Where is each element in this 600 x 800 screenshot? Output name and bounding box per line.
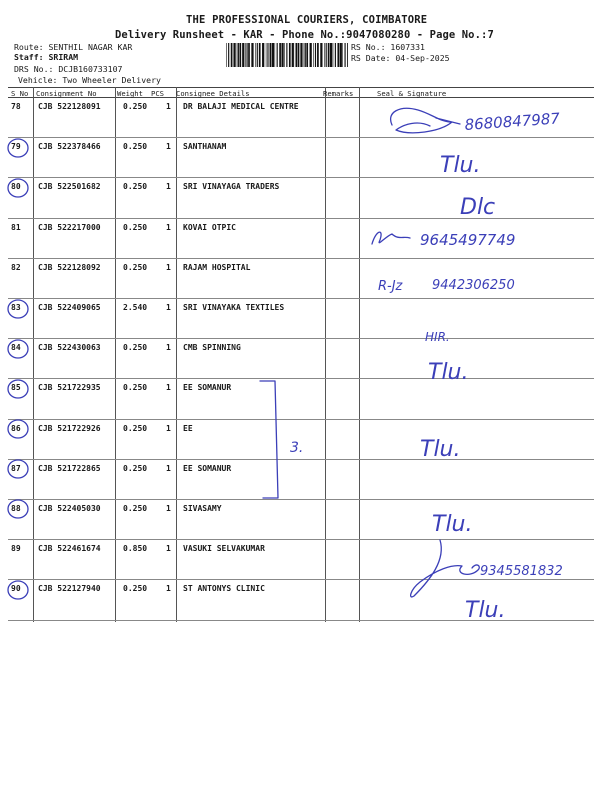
row-consignee: KOVAI OTPIC — [183, 222, 236, 232]
col-header-seal: Seal & Signature — [377, 89, 447, 98]
col-divider — [325, 87, 326, 622]
rs-number: RS No.: 1607331 — [351, 42, 425, 52]
barcode-bar — [335, 43, 336, 67]
row-consignee: SRI VINAYAGA TRADERS — [183, 182, 280, 192]
row-consignment-no: CJB 522127940 — [38, 584, 101, 594]
row-weight: 0.250 — [123, 463, 148, 473]
row-sno: 79 — [11, 142, 21, 152]
row-weight: 0.250 — [123, 584, 148, 594]
row-weight: 0.250 — [123, 102, 148, 111]
barcode-bar — [298, 43, 300, 67]
row-consignee: ST ANTONYS CLINIC — [183, 584, 265, 594]
barcode-image — [226, 43, 348, 67]
row-consignment-no: CJB 522217000 — [38, 222, 101, 232]
row-weight: 0.250 — [123, 343, 148, 353]
col-divider — [33, 87, 34, 622]
row-sno: 81 — [11, 222, 21, 232]
row-divider — [8, 499, 594, 500]
row-consignment-no: CJB 522378466 — [38, 142, 101, 152]
handwritten-mark: HIR. — [425, 330, 450, 344]
row-pcs: 1 — [166, 262, 171, 272]
barcode-bar — [295, 43, 296, 67]
col-header-consignee: Consignee Details — [176, 89, 250, 98]
barcode-bar — [248, 43, 250, 67]
row-divider — [8, 298, 594, 299]
row-pcs: 1 — [166, 182, 171, 192]
table-top-rule — [8, 87, 594, 88]
row-divider — [8, 378, 594, 379]
row-consignment-no: CJB 522409065 — [38, 303, 101, 312]
col-header-consignment: Consignment No — [36, 89, 97, 98]
row-divider — [8, 620, 594, 621]
barcode-bar — [242, 43, 244, 67]
handwritten-mark: Tlu. — [428, 360, 469, 385]
row-sno: 83 — [11, 303, 21, 312]
barcode-bar — [245, 43, 246, 67]
handwritten-mark: Tlu. — [440, 153, 481, 178]
row-pcs: 1 — [166, 383, 171, 393]
barcode-bar — [247, 43, 248, 67]
col-header-remarks: Remarks — [323, 89, 354, 98]
row-weight: 0.250 — [123, 504, 148, 513]
barcode-bar — [228, 43, 229, 67]
barcode-bar — [300, 43, 302, 67]
barcode-bar — [284, 43, 285, 67]
signature-scribble — [411, 540, 480, 597]
barcode-bar — [237, 43, 238, 67]
barcode-bar — [257, 43, 258, 67]
col-divider — [359, 87, 360, 622]
barcode-bar — [326, 43, 327, 67]
row-pcs: 1 — [166, 343, 171, 353]
row-consignee: DR BALAJI MEDICAL CENTRE — [183, 102, 299, 111]
handwritten-phone: 9345581832 — [480, 564, 563, 579]
barcode-bar — [330, 43, 332, 67]
barcode-bar — [277, 43, 278, 67]
row-consignee: CMB SPINNING — [183, 343, 241, 353]
drs-number: DRS No.: DCJB160733107 — [14, 64, 123, 74]
row-consignee: EE SOMANUR — [183, 463, 232, 473]
row-consignee: EE — [183, 423, 193, 433]
handwritten-mark: Dlc — [460, 195, 496, 220]
row-divider — [8, 218, 594, 219]
barcode-bar — [279, 43, 281, 67]
row-sno: 82 — [11, 262, 21, 272]
row-divider — [8, 459, 594, 460]
barcode-bar — [337, 43, 339, 67]
signature-scribble — [391, 108, 460, 132]
row-consignment-no: CJB 522501682 — [38, 182, 101, 192]
row-consignee: EE SOMANUR — [183, 383, 232, 393]
col-header-sno: S No — [11, 89, 29, 98]
row-divider — [8, 579, 594, 580]
runsheet-subtitle: Delivery Runsheet - KAR - Phone No.:9047080280 - Page No.:7 — [115, 29, 494, 41]
row-consignment-no: CJB 522461674 — [38, 544, 101, 554]
barcode-bar — [251, 43, 253, 67]
row-consignment-no: CJB 522128091 — [38, 102, 101, 111]
row-pcs: 1 — [166, 102, 171, 111]
rs-date: RS Date: 04-Sep-2025 — [351, 53, 450, 63]
handwritten-signature: R-Jz — [378, 279, 403, 294]
col-divider — [176, 87, 177, 622]
row-weight: 0.250 — [123, 142, 148, 152]
col-divider — [115, 87, 116, 622]
barcode-bar — [272, 43, 274, 67]
row-sno: 80 — [11, 182, 21, 192]
col-header-pcs: PCS — [151, 89, 164, 98]
vehicle-label: Vehicle: Two Wheeler Delivery — [18, 75, 161, 85]
barcode-bar — [313, 43, 314, 67]
bracket-mark — [260, 381, 278, 498]
barcode-bar — [304, 43, 305, 67]
barcode-bar — [275, 43, 276, 67]
barcode-bar — [342, 43, 343, 67]
barcode-bar — [286, 43, 287, 67]
row-consignee: SIVASAMY — [183, 504, 222, 513]
handwritten-mark: Tlu. — [465, 598, 506, 623]
signature-scribble — [372, 232, 410, 244]
row-sno: 84 — [11, 343, 21, 353]
barcode-bar — [238, 43, 239, 67]
barcode-bar — [324, 43, 325, 67]
row-sno: 85 — [11, 383, 21, 393]
row-pcs: 1 — [166, 544, 171, 554]
row-divider — [8, 177, 594, 178]
handwritten-phone: 9442306250 — [432, 278, 515, 293]
barcode-bar — [255, 43, 256, 67]
barcode-bar — [315, 43, 316, 67]
staff-label: Staff: SRIRAM — [14, 52, 79, 62]
handwritten-note: 3. — [290, 440, 304, 456]
row-pcs: 1 — [166, 303, 171, 312]
row-consignee: RAJAM HOSPITAL — [183, 262, 251, 272]
row-consignee: VASUKI SELVAKUMAR — [183, 544, 265, 554]
row-weight: 0.250 — [123, 222, 148, 232]
barcode-bar — [317, 43, 319, 67]
col-header-weight: Weight — [117, 89, 143, 98]
row-weight: 0.250 — [123, 262, 148, 272]
handwritten-phone: 9645497749 — [420, 231, 516, 249]
row-sno: 78 — [11, 102, 21, 111]
row-consignment-no: CJB 522405030 — [38, 504, 101, 513]
row-consignment-no: CJB 521722865 — [38, 463, 101, 473]
barcode-bar — [328, 43, 330, 67]
row-weight: 0.250 — [123, 182, 148, 192]
row-divider — [8, 419, 594, 420]
barcode-bar — [292, 43, 294, 67]
barcode-bar — [239, 43, 241, 67]
row-pcs: 1 — [166, 584, 171, 594]
barcode-bar — [266, 43, 267, 67]
row-consignment-no: CJB 521722926 — [38, 423, 101, 433]
barcode-bar — [345, 43, 346, 67]
row-consignee: SRI VINAYAKA TEXTILES — [183, 303, 285, 312]
row-pcs: 1 — [166, 463, 171, 473]
handwritten-phone: 8680847987 — [464, 109, 561, 134]
row-divider — [8, 137, 594, 138]
barcode-bar — [289, 43, 291, 67]
barcode-bar — [262, 43, 264, 67]
barcode-bar — [305, 43, 306, 67]
row-consignee: SANTHANAM — [183, 142, 227, 152]
barcode-bar — [281, 43, 283, 67]
route-label: Route: SENTHIL NAGAR KAR — [14, 42, 133, 52]
barcode-bar — [310, 43, 312, 67]
row-sno: 86 — [11, 423, 21, 433]
row-sno: 88 — [11, 504, 21, 513]
row-sno: 89 — [11, 544, 21, 554]
barcode-bar — [306, 43, 308, 67]
barcode-bar — [347, 43, 348, 67]
row-pcs: 1 — [166, 222, 171, 232]
row-weight: 0.250 — [123, 383, 148, 393]
barcode-bar — [226, 43, 227, 67]
row-consignment-no: CJB 522430063 — [38, 343, 101, 353]
barcode-bar — [320, 43, 322, 67]
handwritten-mark: Tlu. — [420, 437, 461, 462]
barcode-bar — [270, 43, 272, 67]
company-title: THE PROFESSIONAL COURIERS, COIMBATORE — [186, 14, 428, 26]
barcode-bar — [340, 43, 342, 67]
row-divider — [8, 258, 594, 259]
row-weight: 0.250 — [123, 423, 148, 433]
barcode-bar — [233, 43, 235, 67]
row-consignment-no: CJB 522128092 — [38, 262, 101, 272]
row-sno: 90 — [11, 584, 21, 594]
row-weight: 2.540 — [123, 303, 148, 312]
barcode-bar — [259, 43, 261, 67]
row-consignment-no: CJB 521722935 — [38, 383, 101, 393]
barcode-bar — [231, 43, 233, 67]
barcode-bar — [267, 43, 268, 67]
row-pcs: 1 — [166, 504, 171, 513]
row-divider — [8, 338, 594, 339]
row-pcs: 1 — [166, 142, 171, 152]
row-weight: 0.850 — [123, 544, 148, 554]
barcode-bar — [333, 43, 334, 67]
row-sno: 87 — [11, 463, 21, 473]
row-pcs: 1 — [166, 423, 171, 433]
barcode-bar — [296, 43, 297, 67]
row-divider — [8, 539, 594, 540]
handwritten-mark: Tlu. — [432, 512, 473, 537]
